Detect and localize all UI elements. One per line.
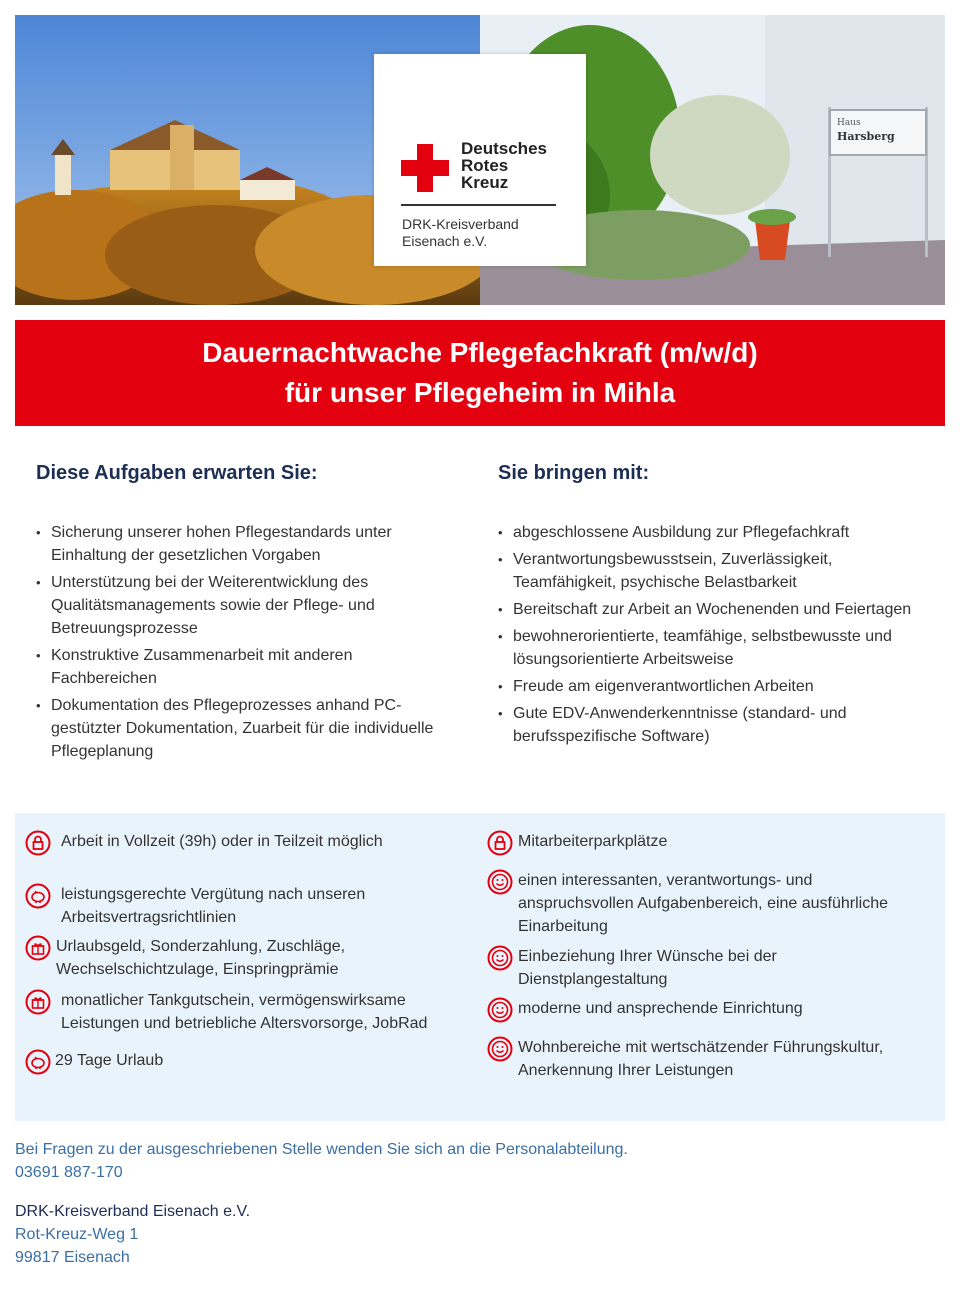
job-title-banner: [15, 320, 945, 426]
logo-word-rotes: Rotes: [461, 156, 509, 175]
benefit-text: moderne und ansprechende Einrichtung: [518, 1000, 803, 1017]
org-street: Rot-Kreuz-Weg 1: [15, 1226, 139, 1243]
piggy-bank-icon: [25, 1049, 51, 1075]
list-item: • Konstruktive Zusammenarbeit mit anderen Fachbereichen: [36, 644, 456, 690]
benefit-text: monatlicher Tankgutschein, vermögenswirksame Leistungen und betriebliche Altersvorsorge, JobRad: [61, 992, 428, 1032]
list-item: • Sicherung unserer hohen Pflegestandards unter Einhaltung der gesetzlichen Vorgaben: [36, 521, 456, 567]
benefit-text: Arbeit in Vollzeit (39h) oder in Teilzeit möglich: [61, 833, 383, 850]
job-title-line-2: für unser Pflegeheim in Mihla: [284, 377, 676, 408]
benefit-text: Urlaubsgeld, Sonderzahlung, Zuschläge, Wechselschichtzulage, Einspringprämie: [56, 938, 346, 978]
list-item: • Gute EDV-Anwenderkenntnisse (standard- und berufsspezifische Software): [498, 702, 938, 748]
logo-subtitle-1: DRK-Kreisverband: [402, 216, 519, 232]
drk-logo: [374, 54, 586, 266]
logo-divider: [401, 204, 556, 206]
hero-banner: [15, 15, 945, 305]
piggy-bank-icon: [25, 883, 51, 909]
benefits-panel: [15, 813, 945, 1121]
requirements-list: [498, 521, 938, 752]
org-city: 99817 Eisenach: [15, 1249, 130, 1266]
lock-icon: [25, 830, 51, 856]
benefit-text: leistungsgerechte Vergütung nach unseren Arbeitsvertragsrichtlinien: [61, 886, 366, 926]
benefit-text: 29 Tage Urlaub: [55, 1052, 164, 1069]
list-item: • Freude am eigenverantwortlichen Arbeiten: [498, 675, 938, 698]
smiley-icon: [487, 997, 513, 1023]
list-item: • Dokumentation des Pflegeprozesses anhand PC-gestützter Dokumentation, Zuarbeit für die individuelle Pflegeplanung: [36, 694, 456, 763]
gift-icon: [25, 989, 51, 1015]
requirements-heading: Sie bringen mit:: [498, 462, 650, 484]
tasks-heading: Diese Aufgaben erwarten Sie:: [36, 462, 318, 484]
benefit-text: Mitarbeiterparkplätze: [518, 833, 668, 850]
benefit-text: Einbeziehung Ihrer Wünsche bei der Dienstplangestaltung: [518, 948, 777, 988]
gift-icon: [25, 935, 51, 961]
logo-word-deutsches: Deutsches: [461, 139, 547, 158]
list-item: • bewohnerorientierte, teamfähige, selbstbewusste und lösungsorientierte Arbeitsweise: [498, 625, 938, 671]
contact-phone[interactable]: 03691 887-170: [15, 1164, 123, 1181]
sign-text-haus: Haus: [837, 118, 861, 128]
list-item: • Verantwortungsbewusstsein, Zuverlässigkeit, Teamfähigkeit, psychische Belastbarkeit: [498, 548, 938, 594]
list-item: • Unterstützung bei der Weiterentwicklung des Qualitätsmanagements sowie der Pflege- und Betreuungsprozesse: [36, 571, 456, 640]
list-item: • abgeschlossene Ausbildung zur Pflegefachkraft: [498, 521, 938, 544]
tasks-list: [36, 521, 456, 767]
sign-text-harsberg: Harsberg: [837, 130, 895, 143]
red-cross-icon: [401, 144, 449, 192]
logo-subtitle-2: Eisenach e.V.: [402, 233, 488, 249]
smiley-icon: [487, 1036, 513, 1062]
lock-icon: [487, 830, 513, 856]
job-title-line-1: Dauernachtwache Pflegefachkraft (m/w/d): [202, 337, 758, 368]
logo-word-kreuz: Kreuz: [461, 173, 509, 192]
org-name: DRK-Kreisverband Eisenach e.V.: [15, 1203, 251, 1220]
smiley-icon: [487, 945, 513, 971]
contact-question: Bei Fragen zu der ausgeschriebenen Stelle wenden Sie sich an die Personalabteilung.: [15, 1141, 628, 1158]
smiley-icon: [487, 869, 513, 895]
benefit-text: Wohnbereiche mit wertschätzender Führungskultur, Anerkennung Ihrer Leistungen: [518, 1039, 884, 1079]
benefit-text: einen interessanten, verantwortungs- und anspruchsvollen Aufgabenbereich, eine ausführliche Einarbeitung: [518, 872, 889, 935]
list-item: • Bereitschaft zur Arbeit an Wochenenden und Feiertagen: [498, 598, 938, 621]
